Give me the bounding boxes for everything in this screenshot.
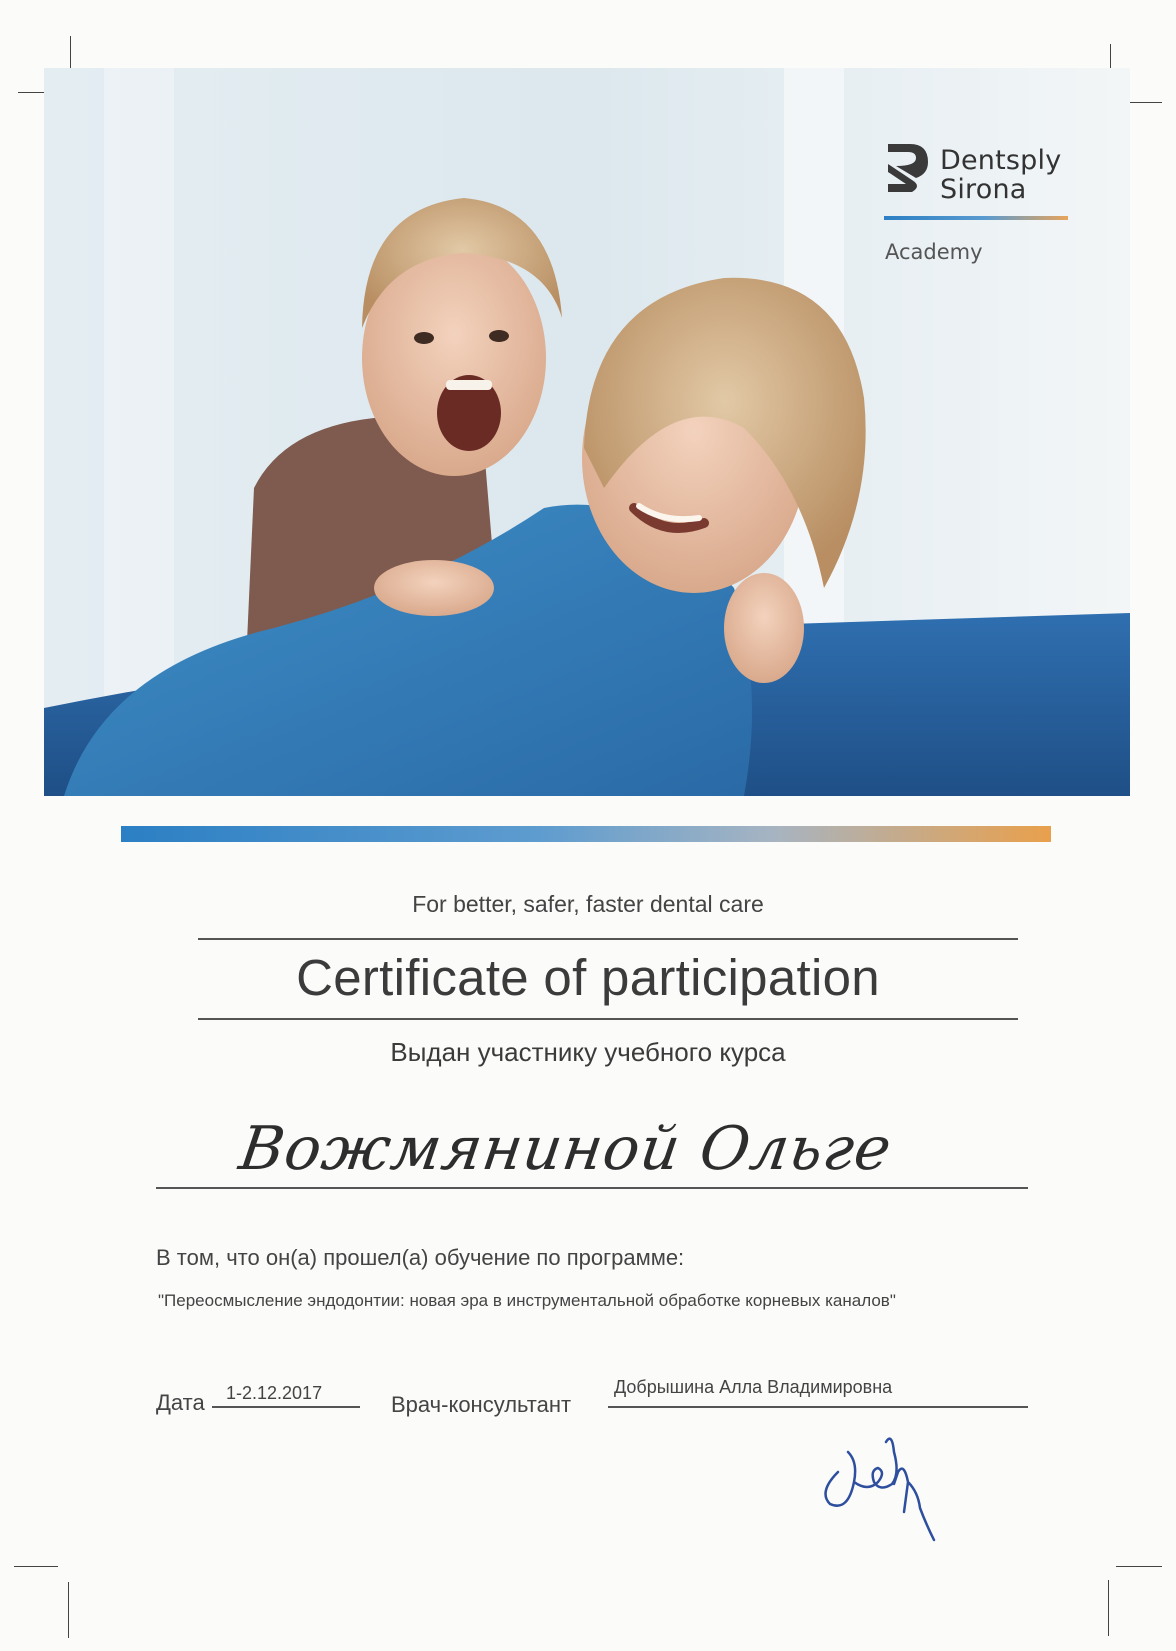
crop-mark-br-v — [1108, 1580, 1109, 1636]
crop-mark-bl-v — [68, 1582, 69, 1638]
date-line — [212, 1406, 360, 1408]
title-rule-top — [198, 938, 1018, 940]
brand-name-line1: Dentsply — [940, 145, 1062, 176]
program-name: "Переосмысление эндодонтии: новая эра в инструментальной обработке корневых каналов" — [158, 1291, 896, 1310]
date-label: Дата — [156, 1390, 205, 1415]
passed-text: В том, что он(а) прошел(а) обучение по программе: — [156, 1245, 685, 1270]
brand-name-line2: Sirona — [940, 174, 1027, 205]
consultant-value: Добрышина Алла Владимировна — [614, 1377, 893, 1397]
crop-mark-bl-h — [14, 1566, 58, 1567]
recipient-line — [156, 1187, 1028, 1189]
dentsply-sirona-mark-icon — [882, 140, 932, 196]
consultant-line — [608, 1406, 1028, 1408]
accent-gradient-bar — [121, 826, 1051, 842]
handwritten-signature-icon — [808, 1412, 948, 1542]
brand-logo — [882, 140, 1072, 270]
date-value: 1-2.12.2017 — [226, 1383, 323, 1403]
logo-accent-line — [884, 216, 1068, 220]
crop-mark-br-h — [1116, 1566, 1162, 1567]
certificate-subtitle: Выдан участнику учебного курса — [390, 1037, 786, 1067]
brand-academy: Academy — [885, 240, 983, 264]
title-rule-bottom — [198, 1018, 1018, 1020]
brand-name — [940, 146, 1061, 204]
recipient-name: Вожмяниной Ольге — [235, 1114, 897, 1184]
certificate-title: Certificate of participation — [296, 949, 880, 1006]
consultant-label: Врач-консультант — [391, 1392, 572, 1417]
tagline: For better, safer, faster dental care — [412, 891, 764, 917]
